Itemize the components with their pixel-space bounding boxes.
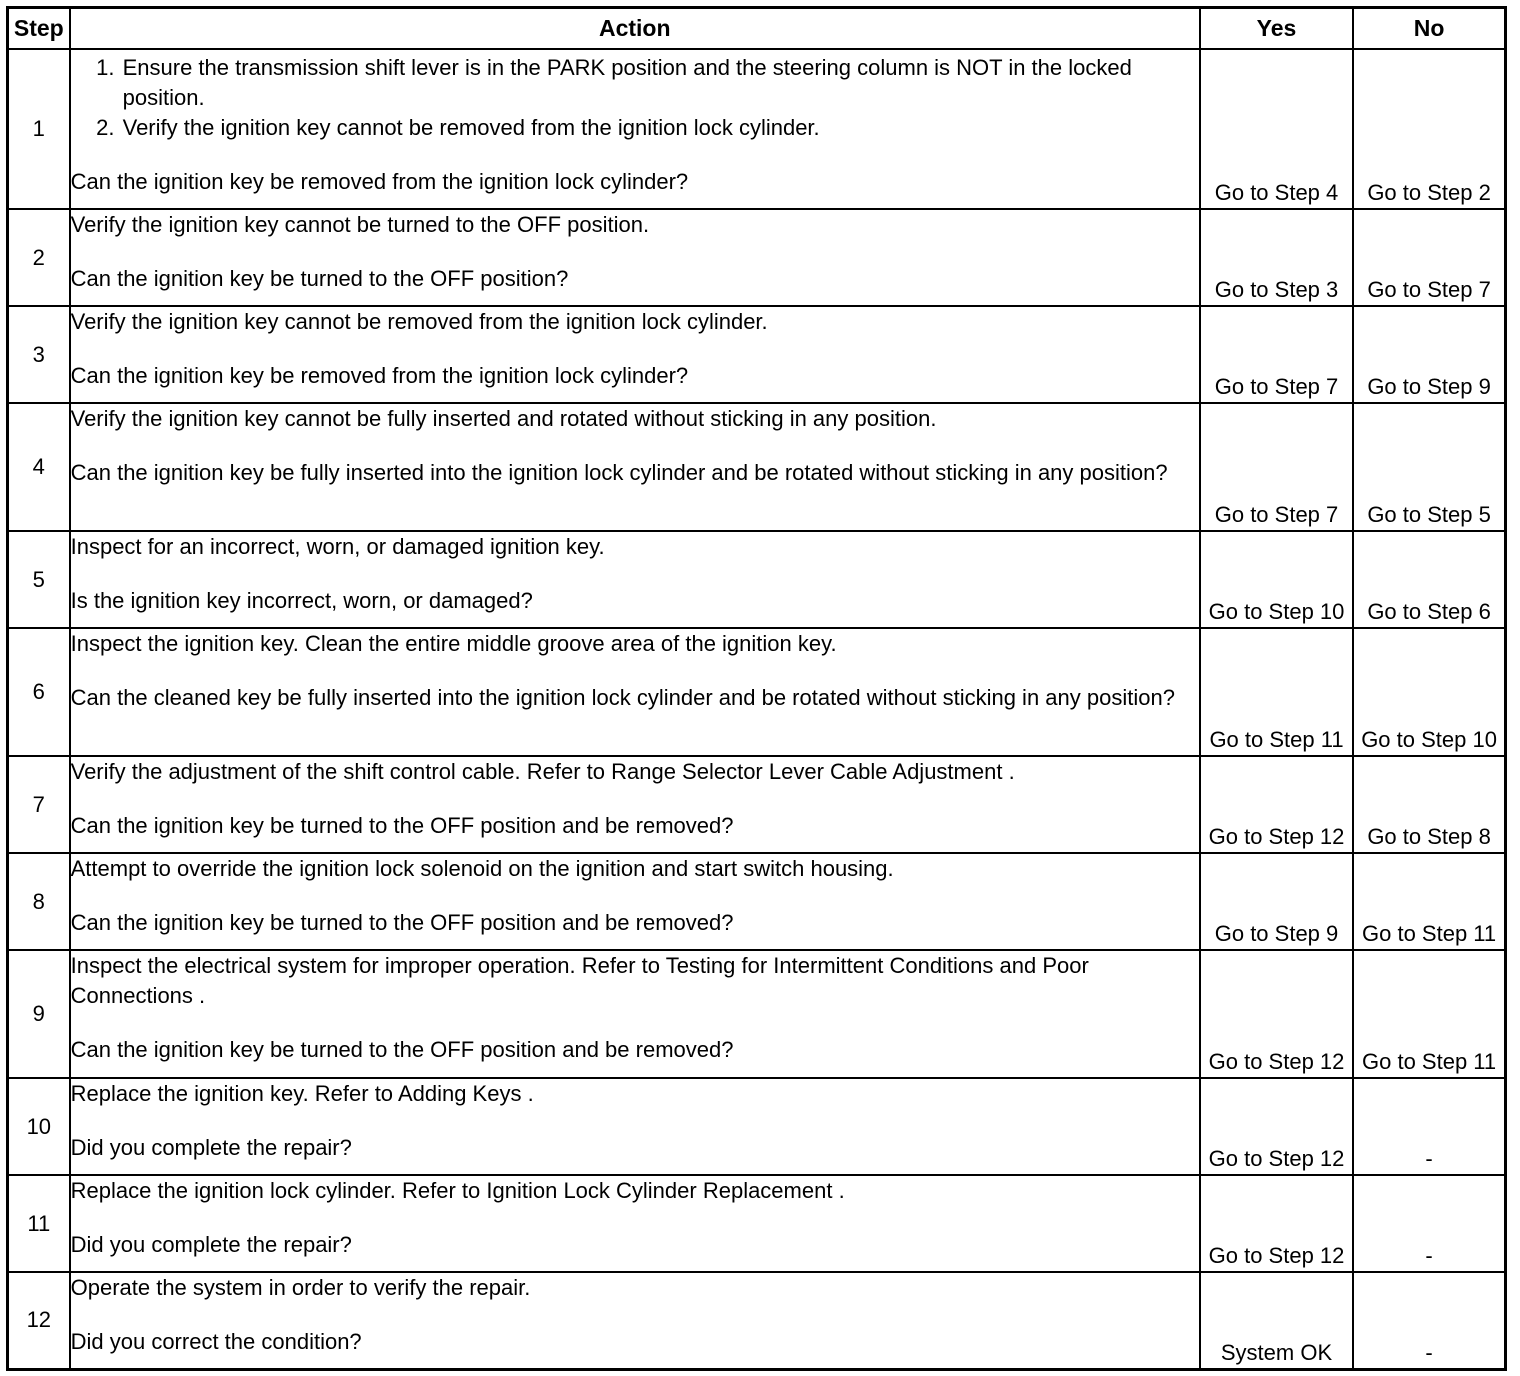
action-cell [70,1272,1200,1369]
action-question: Can the ignition key be turned to the OFF position? [70,266,569,291]
action-text: Replace the ignition lock cylinder. Refer to Ignition Lock Cylinder Replacement . [70,1178,845,1203]
step-number: 6 [8,628,70,756]
no-result: Go to Step 2 [1353,49,1505,209]
action-question: Can the cleaned key be fully inserted into the ignition lock cylinder and be rotated without sticking in any position? [70,685,1175,710]
no-result: Go to Step 11 [1353,853,1505,950]
table-row [8,306,1506,403]
no-result: Go to Step 7 [1353,209,1505,306]
action-list-item: 2. Verify the ignition key cannot be removed from the ignition lock cylinder. [121,113,1199,143]
yes-result: Go to Step 12 [1200,1078,1353,1175]
action-question: Can the ignition key be removed from the ignition lock cylinder? [70,363,689,388]
action-text: Verify the adjustment of the shift control cable. Refer to Range Selector Lever Cable Adjustment . [70,759,1015,784]
action-text: Verify the ignition key cannot be turned to the OFF position. [70,212,650,237]
no-result: Go to Step 6 [1353,531,1505,628]
action-question: Can the ignition key be turned to the OFF position and be removed? [70,1037,734,1062]
table-row [8,403,1506,531]
no-result: Go to Step 10 [1353,628,1505,756]
action-cell [70,950,1200,1078]
action-text: Operate the system in order to verify the repair. [70,1275,531,1300]
table-row [8,531,1506,628]
yes-result: Go to Step 12 [1200,756,1353,853]
action-cell [70,49,1200,209]
table-row [8,209,1506,306]
table-row [8,628,1506,756]
action-text: Inspect the electrical system for improper operation. Refer to Testing for Intermittent Conditions and Poor Connections . [70,953,1089,1008]
step-number: 11 [8,1175,70,1272]
no-result: - [1353,1078,1505,1175]
yes-result: Go to Step 12 [1200,1175,1353,1272]
action-text: Verify the ignition key cannot be fully inserted and rotated without sticking in any position. [70,406,937,431]
step-number: 8 [8,853,70,950]
action-question: Can the ignition key be turned to the OFF position and be removed? [70,910,734,935]
action-cell [70,1175,1200,1272]
yes-result: Go to Step 11 [1200,628,1353,756]
step-number: 12 [8,1272,70,1369]
action-cell [70,403,1200,531]
yes-result: Go to Step 9 [1200,853,1353,950]
table-row [8,756,1506,853]
action-cell [70,628,1200,756]
action-text: Inspect for an incorrect, worn, or damaged ignition key. [70,534,605,559]
step-number: 2 [8,209,70,306]
no-result: - [1353,1272,1505,1369]
yes-result: Go to Step 7 [1200,306,1353,403]
yes-result: Go to Step 4 [1200,49,1353,209]
action-cell [70,306,1200,403]
yes-result: Go to Step 3 [1200,209,1353,306]
no-result: - [1353,1175,1505,1272]
no-result: Go to Step 5 [1353,403,1505,531]
yes-result: Go to Step 10 [1200,531,1353,628]
action-question: Can the ignition key be turned to the OFF position and be removed? [70,813,734,838]
diagnostic-table [6,6,1507,1371]
table-row [8,1272,1506,1369]
step-number: 3 [8,306,70,403]
yes-result: Go to Step 7 [1200,403,1353,531]
action-cell [70,853,1200,950]
action-question: Did you correct the condition? [70,1329,362,1354]
table-row [8,49,1506,209]
header-step: Step [8,8,70,50]
action-question: Can the ignition key be removed from the ignition lock cylinder? [70,169,689,194]
action-list [71,53,1199,143]
yes-result: System OK [1200,1272,1353,1369]
table-row [8,950,1506,1078]
no-result: Go to Step 8 [1353,756,1505,853]
action-cell [70,531,1200,628]
action-cell [70,756,1200,853]
action-text: Replace the ignition key. Refer to Adding Keys . [70,1081,534,1106]
no-result: Go to Step 9 [1353,306,1505,403]
no-result: Go to Step 11 [1353,950,1505,1078]
action-text: Inspect the ignition key. Clean the entire middle groove area of the ignition key. [70,631,837,656]
step-number: 5 [8,531,70,628]
step-number: 4 [8,403,70,531]
action-question: Can the ignition key be fully inserted into the ignition lock cylinder and be rotated without sticking in any position? [70,460,1168,485]
header-no: No [1353,8,1505,50]
action-list-item: 1. Ensure the transmission shift lever is in the PARK position and the steering column is NOT in the locked position. [121,53,1199,113]
header-row [8,8,1506,50]
table-row [8,853,1506,950]
step-number: 10 [8,1078,70,1175]
step-number: 1 [8,49,70,209]
step-number: 7 [8,756,70,853]
header-action: Action [70,8,1200,50]
action-question: Is the ignition key incorrect, worn, or damaged? [70,588,533,613]
yes-result: Go to Step 12 [1200,950,1353,1078]
table-row [8,1078,1506,1175]
action-text: Verify the ignition key cannot be removed from the ignition lock cylinder. [70,309,768,334]
action-text: Attempt to override the ignition lock solenoid on the ignition and start switch housing. [70,856,894,881]
action-question: Did you complete the repair? [70,1232,352,1257]
header-yes: Yes [1200,8,1353,50]
action-cell [70,209,1200,306]
table-row [8,1175,1506,1272]
action-question: Did you complete the repair? [70,1135,352,1160]
action-cell [70,1078,1200,1175]
step-number: 9 [8,950,70,1078]
